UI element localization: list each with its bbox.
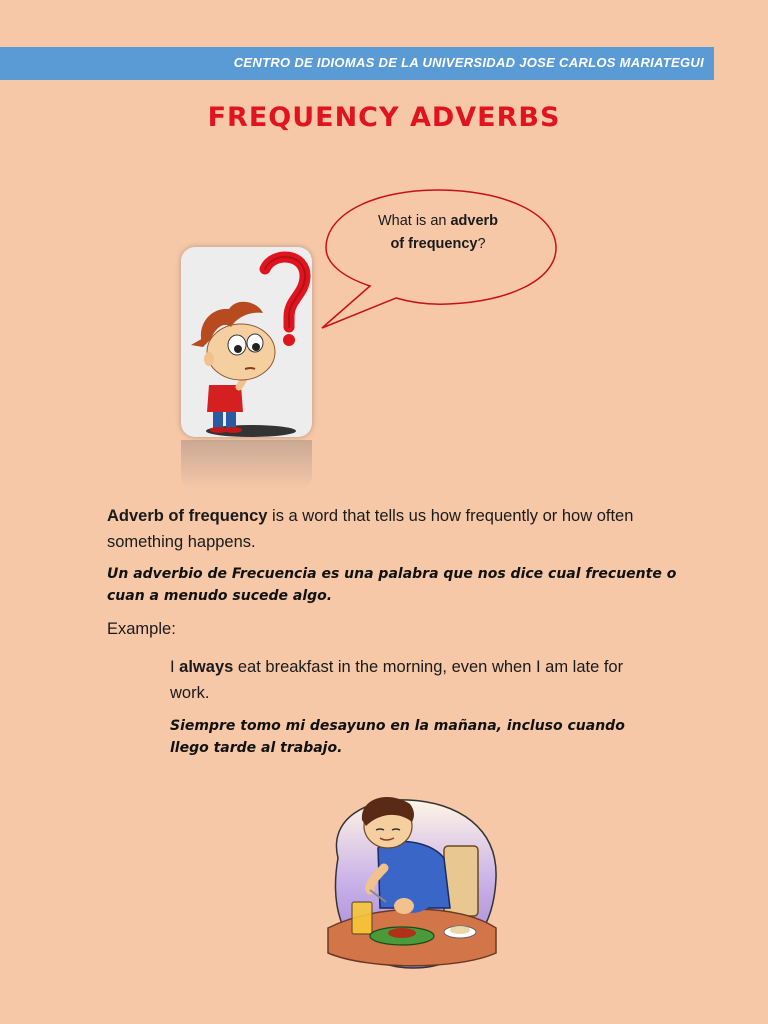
definition-term: Adverb of frequency (107, 507, 268, 525)
definition-text: is a word that tells us how frequently or how often something happens. (107, 507, 634, 551)
example-label: Example: (107, 620, 176, 638)
confused-boy-image (181, 247, 312, 437)
page-title: FREQUENCY ADVERBS (207, 102, 561, 133)
example-adverb: always (179, 658, 234, 676)
image-reflection (181, 440, 312, 490)
definition-spanish: Un adverbio de Frecuencia es una palabra que nos dice cual frecuente o cuan a menudo sucede algo. (107, 566, 677, 604)
institution-name: CENTRO DE IDIOMAS DE LA UNIVERSIDAD JOSE CARLOS MARIATEGUI (233, 55, 704, 70)
header-banner (0, 47, 714, 80)
confused-boy-icon (181, 247, 312, 437)
speech-bubble-text: What is an adverb of frequency? (377, 213, 499, 252)
example-sentence: I always eat breakfast in the morning, even when I am late for work. (170, 658, 624, 702)
example-spanish: Siempre tomo mi desayuno en la mañana, incluso cuando llego tarde al trabajo. (170, 718, 625, 756)
definition-paragraph (107, 503, 677, 555)
boy-eating-breakfast-icon (318, 778, 508, 973)
